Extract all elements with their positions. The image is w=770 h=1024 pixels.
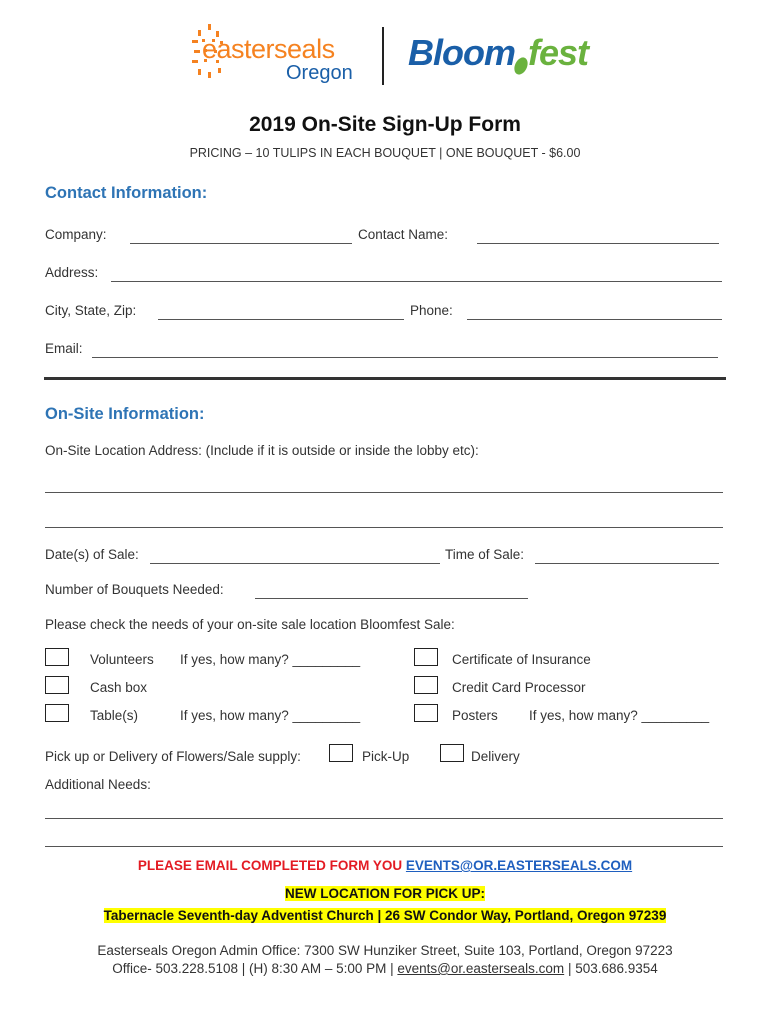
cc-processor-label: Credit Card Processor	[452, 680, 586, 695]
bloomfest-logo	[408, 30, 608, 86]
new-location-heading: NEW LOCATION FOR PICK UP:	[285, 886, 485, 901]
bouquets-needed-field[interactable]	[255, 598, 528, 599]
logo-divider	[382, 27, 384, 85]
additional-needs-field-1[interactable]	[45, 818, 723, 819]
company-label: Company:	[45, 227, 107, 242]
footer-email-link[interactable]: events@or.easterseals.com	[397, 961, 565, 976]
church-address-block	[0, 907, 770, 925]
footer-address: Easterseals Oregon Admin Office: 7300 SW Hunziker Street, Suite 103, Portland, Oregon 97223	[97, 943, 673, 958]
phone-label: Phone:	[410, 303, 453, 318]
onsite-location-field-2[interactable]	[45, 527, 723, 528]
time-of-sale-field[interactable]	[535, 563, 719, 564]
contact-name-label: Contact Name:	[358, 227, 449, 242]
address-label: Address:	[45, 265, 99, 280]
needs-label: Please check the needs of your on-site sale location Bloomfest Sale:	[45, 617, 455, 632]
pickup-checkbox[interactable]	[329, 744, 353, 762]
cashbox-checkbox[interactable]	[45, 676, 69, 694]
footer-office-hours: Office- 503.228.5108 | (H) 8:30 AM – 5:00 PM |	[112, 961, 394, 976]
contact-name-field[interactable]	[477, 243, 719, 244]
city-state-zip-field[interactable]	[158, 319, 404, 320]
footer-phone: | 503.686.9354	[567, 961, 658, 976]
pricing-line: PRICING – 10 TULIPS IN EACH BOUQUET | ONE BOUQUET - $6.00	[189, 146, 581, 160]
additional-needs-label: Additional Needs:	[45, 777, 151, 792]
posters-label: Posters	[452, 708, 498, 723]
footer-contact	[0, 961, 770, 976]
additional-needs-field-2[interactable]	[45, 846, 723, 847]
city-state-zip-label: City, State, Zip:	[45, 303, 137, 318]
onsite-location-label: On-Site Location Address: (Include if it is outside or inside the lobby etc):	[45, 443, 479, 458]
easterseals-region: Oregon	[286, 62, 353, 84]
bouquets-needed-label: Number of Bouquets Needed:	[45, 582, 224, 597]
delivery-checkbox[interactable]	[440, 744, 464, 762]
volunteers-checkbox[interactable]	[45, 648, 69, 666]
tables-howmany: If yes, how many? _________	[180, 708, 361, 723]
bloomfest-word-fest: fest	[528, 32, 589, 73]
dates-of-sale-field[interactable]	[150, 563, 440, 564]
section-divider	[44, 377, 726, 380]
address-field[interactable]	[111, 281, 722, 282]
contact-heading: Contact Information:	[45, 184, 208, 202]
new-location-block	[0, 885, 770, 903]
pickup-delivery-label: Pick up or Delivery of Flowers/Sale supply:	[45, 749, 301, 764]
dates-of-sale-label: Date(s) of Sale:	[45, 547, 139, 562]
pickup-option-label: Pick-Up	[362, 749, 410, 764]
tables-label: Table(s)	[90, 708, 139, 723]
onsite-heading: On-Site Information:	[45, 405, 205, 423]
phone-field[interactable]	[467, 319, 722, 320]
delivery-option-label: Delivery	[471, 749, 520, 764]
bloomfest-word-bloom: Bloom	[408, 32, 515, 73]
cc-processor-checkbox[interactable]	[414, 676, 438, 694]
email-instruction-text: PLEASE EMAIL COMPLETED FORM YOU	[137, 858, 403, 873]
email-instruction	[0, 858, 770, 873]
events-email-link[interactable]: EVENTS@OR.EASTERSEALS.COM	[405, 858, 633, 873]
posters-checkbox[interactable]	[414, 704, 438, 722]
posters-howmany: If yes, how many? _________	[529, 708, 710, 723]
insurance-label: Certificate of Insurance	[452, 652, 591, 667]
tables-checkbox[interactable]	[45, 704, 69, 722]
volunteers-howmany: If yes, how many? _________	[180, 652, 361, 667]
form-title: 2019 On-Site Sign-Up Form	[249, 113, 521, 136]
church-address: Tabernacle Seventh-day Adventist Church | 26 SW Condor Way, Portland, Oregon 97239	[103, 908, 667, 923]
insurance-checkbox[interactable]	[414, 648, 438, 666]
email-field[interactable]	[92, 357, 718, 358]
company-field[interactable]	[130, 243, 352, 244]
easterseals-wordmark: easterseals	[202, 34, 335, 64]
email-label: Email:	[45, 341, 83, 356]
easterseals-logo	[190, 22, 360, 88]
onsite-location-field-1[interactable]	[45, 492, 723, 493]
volunteers-label: Volunteers	[90, 652, 154, 667]
time-of-sale-label: Time of Sale:	[445, 547, 525, 562]
cashbox-label: Cash box	[90, 680, 148, 695]
